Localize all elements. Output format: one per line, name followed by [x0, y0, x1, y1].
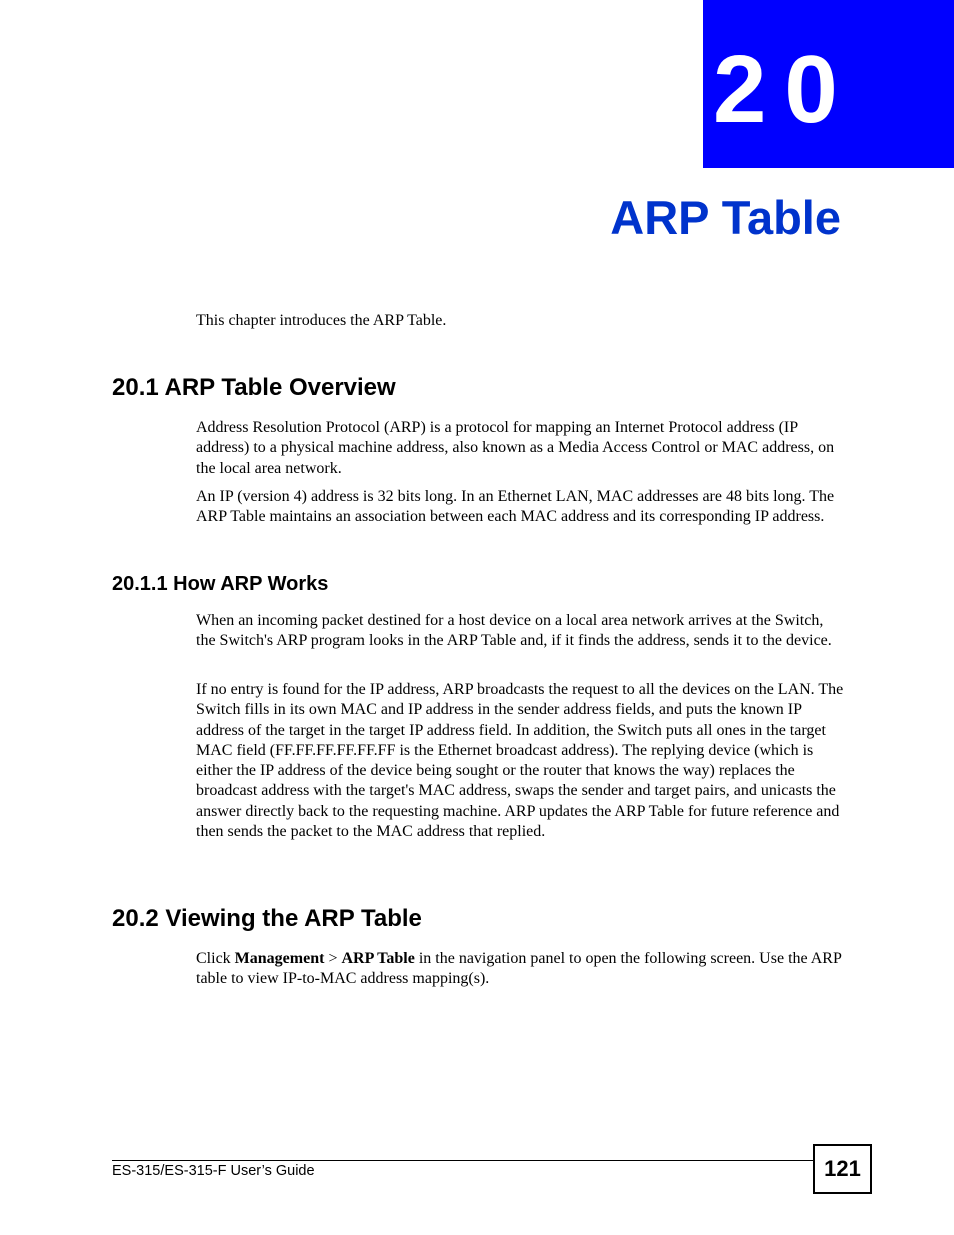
- paragraph-address-lengths: An IP (version 4) address is 32 bits long. In an Ethernet LAN, MAC addresses are 48 bits long. The ARP Table maintains an association between each MAC address and its corresponding IP address.: [196, 488, 835, 526]
- instruction-rest-text: in the navigation panel to open the following screen. Use the ARP table to view IP-to-MAC address mapping(s).: [196, 950, 842, 988]
- page-number: 121: [813, 1144, 872, 1194]
- chapter-number: 20: [713, 36, 856, 143]
- menu-arp-table-label: ARP Table: [341, 950, 415, 967]
- section-heading-viewing-arp-table: 20.2 Viewing the ARP Table: [112, 905, 422, 932]
- chapter-title: ARP Table: [610, 191, 841, 244]
- instruction-click-text: Click: [196, 950, 235, 967]
- paragraph-viewing-instructions: [196, 949, 844, 990]
- paragraph-arp-lookup: When an incoming packet destined for a host device on a local area network arrives at the Switch, the Switch's ARP program looks in the ARP Table and, if it finds the address, sends it to the device.: [196, 612, 832, 650]
- menu-separator: >: [324, 950, 342, 967]
- footer-guide-title: ES-315/ES-315-F User’s Guide: [112, 1163, 315, 1179]
- chapter-intro: This chapter introduces the ARP Table.: [196, 312, 447, 329]
- paragraph-arp-definition: Address Resolution Protocol (ARP) is a protocol for mapping an Internet Protocol address (IP address) to a physical machine address, also known as a Media Access Control or MAC address, on the local area network.: [196, 419, 835, 477]
- subsection-heading-how-arp-works: 20.1.1 How ARP Works: [112, 573, 329, 595]
- section-heading-arp-table-overview: 20.1 ARP Table Overview: [112, 374, 396, 401]
- paragraph-arp-broadcast: If no entry is found for the IP address, ARP broadcasts the request to all the devices on the LAN. The Switch fills in its own MAC and IP address in the sender address fields, and puts the known IP address of the target in the target IP address field. In addition, the Switch puts all ones in the target MAC field (FF.FF.FF.FF.FF.FF is the Ethernet broadcast address). The replying device (which is either the IP address of the device being sought or the router that knows the way) replaces the broadcast address with the target's MAC address, swaps the sender and target pairs, and unicasts the answer directly back to the requesting machine. ARP updates the ARP Table for future reference and then sends the packet to the MAC address that replied.: [196, 681, 844, 841]
- footer-rule: [112, 1160, 814, 1161]
- menu-management-label: Management: [234, 950, 325, 967]
